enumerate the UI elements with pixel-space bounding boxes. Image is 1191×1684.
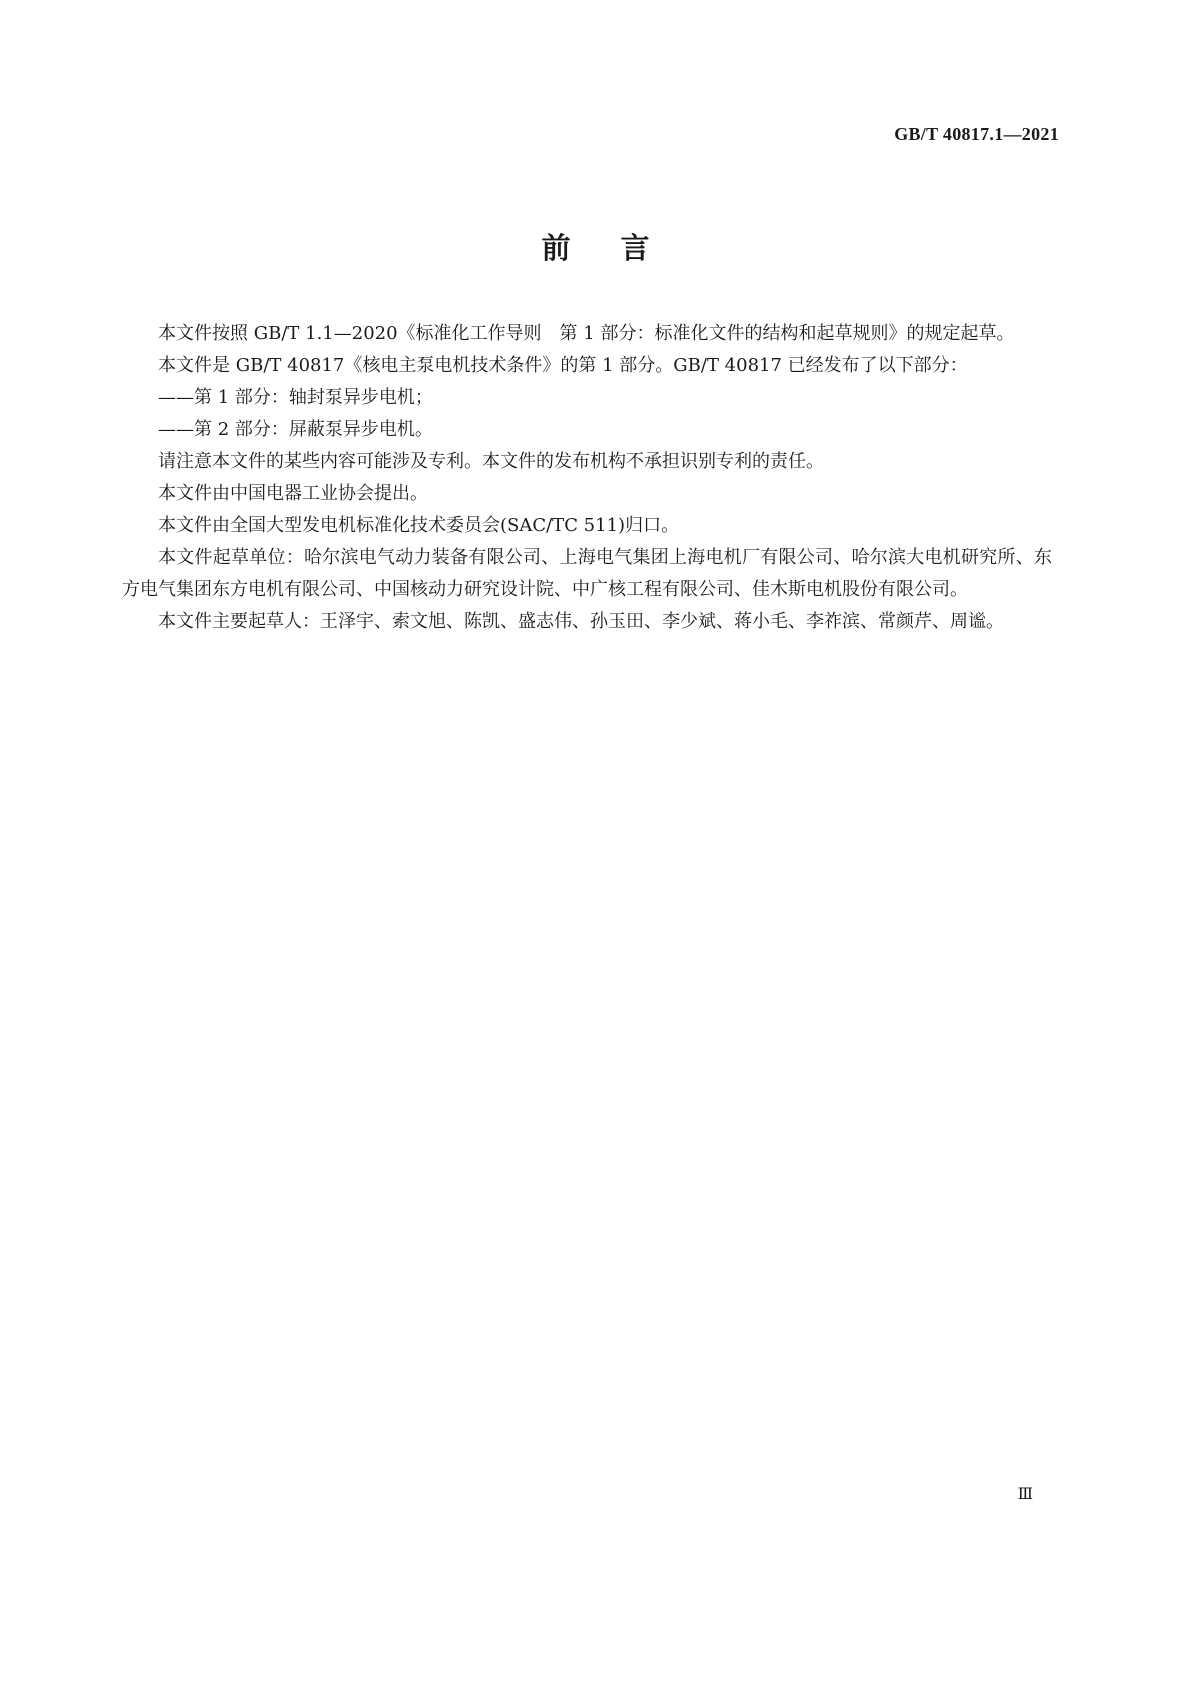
page-number: Ⅲ (1017, 1486, 1033, 1503)
paragraph-part-description: 本文件是 GB/T 40817《核电主泵电机技术条件》的第 1 部分。GB/T 40817 已经发布了以下部分： (158, 355, 968, 376)
paragraph-drafting-units: 本文件起草单位：哈尔滨电气动力装备有限公司、上海电气集团上海电机厂有限公司、哈尔滨大电机研究所、东方电气集团东方电机有限公司、中国核动力研究设计院、中广核工程有限公司、佳木斯电机股份有限公司。 (122, 547, 1052, 600)
paragraph-patent-notice: 请注意本文件的某些内容可能涉及专利。本文件的发布机构不承担识别专利的责任。 (158, 451, 824, 472)
document-body (122, 318, 1052, 638)
list-item-part-2: ——第 2 部分：屏蔽泵异步电机。 (158, 419, 433, 440)
paragraph-centralized-unit: 本文件由全国大型发电机标准化技术委员会(SAC/TC 511)归口。 (158, 515, 680, 536)
page-title: 前言 (541, 231, 700, 265)
paragraph-drafters: 本文件主要起草人：王泽宇、索文旭、陈凯、盛志伟、孙玉田、李少斌、蒋小毛、李祚滨、常颜芹、周谧。 (158, 611, 1004, 632)
paragraph-drafting-rules: 本文件按照 GB/T 1.1—2020《标准化工作导则 第 1 部分：标准化文件的结构和起草规则》的规定起草。 (158, 323, 1015, 344)
standard-code: GB/T 40817.1—2021 (894, 124, 1059, 144)
list-item-part-1: ——第 1 部分：轴封泵异步电机； (158, 387, 433, 408)
paragraph-proposer: 本文件由中国电器工业协会提出。 (158, 483, 428, 504)
